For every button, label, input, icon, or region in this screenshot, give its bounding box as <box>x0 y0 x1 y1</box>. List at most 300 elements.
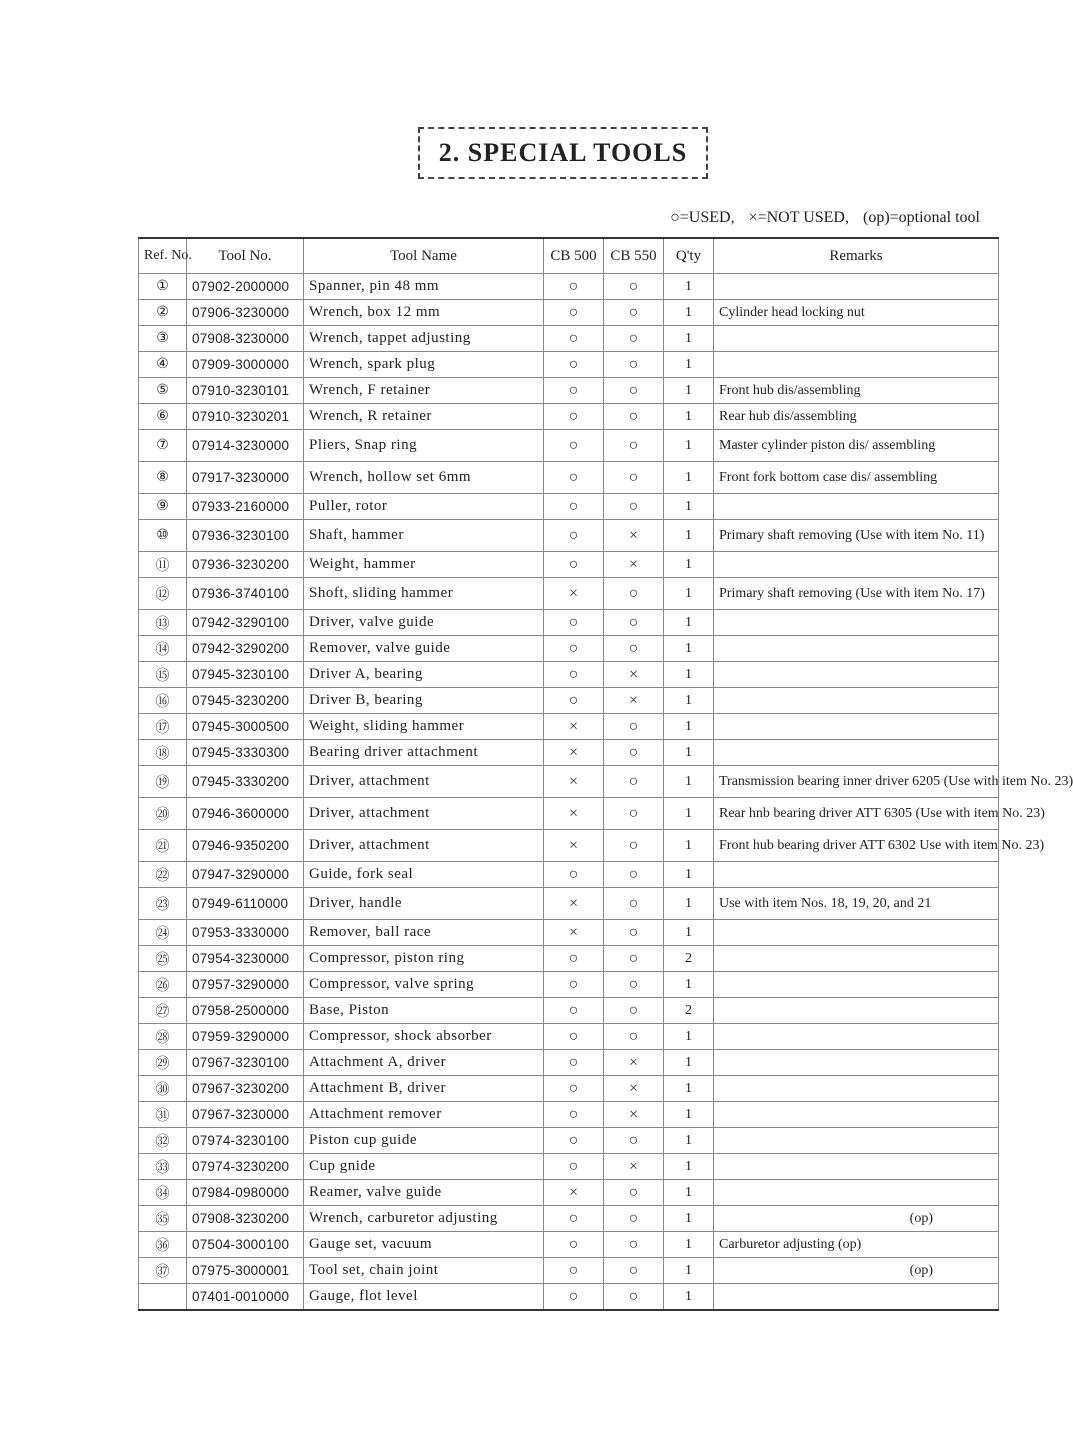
table-cell-qty: 1 <box>664 352 714 378</box>
table-cell-remarks <box>714 494 999 520</box>
table-cell-tool-name: Compressor, piston ring <box>304 946 544 972</box>
table-cell-tool-name: Attachment remover <box>304 1102 544 1128</box>
table-row <box>139 1024 999 1050</box>
table-cell-ref: ③ <box>139 326 187 352</box>
header-cb550: CB 550 <box>604 238 664 274</box>
table-cell-tool-name: Attachment A, driver <box>304 1050 544 1076</box>
table-cell-remarks <box>714 274 999 300</box>
table-cell-tool-no: 07910-3230101 <box>187 378 304 404</box>
table-cell-tool-no: 07504-3000100 <box>187 1232 304 1258</box>
table-cell-qty: 1 <box>664 714 714 740</box>
table-cell-remarks <box>714 946 999 972</box>
legend-not-used: ×=NOT USED, <box>748 209 849 226</box>
table-cell-qty: 1 <box>664 610 714 636</box>
table-cell-qty: 1 <box>664 862 714 888</box>
table-cell-tool-no: 07945-3230100 <box>187 662 304 688</box>
table-cell-cb550: ○ <box>604 300 664 326</box>
table-cell-tool-name: Attachment B, driver <box>304 1076 544 1102</box>
table-cell-ref: ① <box>139 274 187 300</box>
table-cell-cb500: ○ <box>544 1206 604 1232</box>
table-cell-cb500: × <box>544 830 604 862</box>
header-cb500: CB 500 <box>544 238 604 274</box>
table-cell-cb550: ○ <box>604 862 664 888</box>
table-cell-tool-name: Pliers, Snap ring <box>304 430 544 462</box>
table-row <box>139 352 999 378</box>
table-cell-cb500: × <box>544 888 604 920</box>
table-cell-cb500: ○ <box>544 552 604 578</box>
table-cell-cb500: ○ <box>544 1258 604 1284</box>
table-cell-qty: 1 <box>664 552 714 578</box>
table-cell-cb500: ○ <box>544 1232 604 1258</box>
table-cell-remarks <box>714 862 999 888</box>
table-cell-cb500: ○ <box>544 862 604 888</box>
table-row <box>139 520 999 552</box>
table-cell-qty: 1 <box>664 830 714 862</box>
table-cell-tool-name: Cup gnide <box>304 1154 544 1180</box>
table-cell-qty: 1 <box>664 378 714 404</box>
table-cell-tool-name: Wrench, box 12 mm <box>304 300 544 326</box>
table-cell-cb500: ○ <box>544 326 604 352</box>
table-cell-qty: 1 <box>664 300 714 326</box>
table-cell-ref: ㉙ <box>139 1050 187 1076</box>
table-cell-cb500: ○ <box>544 1076 604 1102</box>
table-cell-ref <box>139 1284 187 1311</box>
table-cell-remarks <box>714 662 999 688</box>
table-row <box>139 326 999 352</box>
table-row <box>139 610 999 636</box>
table-cell-ref: ㊱ <box>139 1232 187 1258</box>
table-cell-cb550: ○ <box>604 920 664 946</box>
table-cell-tool-name: Base, Piston <box>304 998 544 1024</box>
table-row <box>139 920 999 946</box>
table-cell-tool-no: 07946-3600000 <box>187 798 304 830</box>
table-cell-cb550: × <box>604 662 664 688</box>
table-row <box>139 1180 999 1206</box>
table-row <box>139 1284 999 1311</box>
table-cell-cb550: ○ <box>604 830 664 862</box>
table-row <box>139 946 999 972</box>
table-cell-qty: 1 <box>664 274 714 300</box>
table-cell-qty: 1 <box>664 326 714 352</box>
table-cell-ref: ⑯ <box>139 688 187 714</box>
table-cell-tool-name: Driver A, bearing <box>304 662 544 688</box>
table-cell-remarks <box>714 552 999 578</box>
table-cell-tool-name: Driver B, bearing <box>304 688 544 714</box>
table-row <box>139 494 999 520</box>
table-cell-remarks <box>714 688 999 714</box>
table-cell-cb500: ○ <box>544 520 604 552</box>
table-cell-cb500: ○ <box>544 610 604 636</box>
legend-optional: (op)=optional tool <box>862 209 980 226</box>
table-row <box>139 404 999 430</box>
table-cell-tool-no: 07954-3230000 <box>187 946 304 972</box>
table-cell-cb500: ○ <box>544 352 604 378</box>
table-cell-tool-name: Gauge, flot level <box>304 1284 544 1311</box>
table-cell-cb550: ○ <box>604 946 664 972</box>
table-cell-cb500: ○ <box>544 688 604 714</box>
table-cell-cb550: ○ <box>604 404 664 430</box>
table-cell-cb500: ○ <box>544 998 604 1024</box>
table-cell-cb550: ○ <box>604 578 664 610</box>
table-cell-tool-no: 07906-3230000 <box>187 300 304 326</box>
section-title-box <box>418 127 708 179</box>
table-cell-ref: ⑥ <box>139 404 187 430</box>
table-cell-cb550: ○ <box>604 998 664 1024</box>
table-cell-remarks: Primary shaft removing (Use with item No. 11) <box>714 520 999 552</box>
table-cell-tool-no: 07917-3230000 <box>187 462 304 494</box>
table-cell-tool-no: 07974-3230100 <box>187 1128 304 1154</box>
table-row <box>139 1128 999 1154</box>
table-cell-qty: 1 <box>664 1102 714 1128</box>
table-cell-cb500: × <box>544 1180 604 1206</box>
table-cell-qty: 1 <box>664 1050 714 1076</box>
table-cell-ref: ㉖ <box>139 972 187 998</box>
table-row <box>139 688 999 714</box>
table-cell-qty: 1 <box>664 662 714 688</box>
table-cell-tool-no: 07974-3230200 <box>187 1154 304 1180</box>
table-cell-cb550: ○ <box>604 494 664 520</box>
table-cell-cb550: ○ <box>604 1180 664 1206</box>
table-cell-cb550: ○ <box>604 430 664 462</box>
table-cell-ref: ㉘ <box>139 1024 187 1050</box>
table-cell-remarks <box>714 1102 999 1128</box>
table-cell-tool-name: Shaft, hammer <box>304 520 544 552</box>
table-cell-tool-no: 07959-3290000 <box>187 1024 304 1050</box>
table-cell-qty: 1 <box>664 636 714 662</box>
table-cell-tool-no: 07953-3330000 <box>187 920 304 946</box>
table-cell-tool-name: Wrench, R retainer <box>304 404 544 430</box>
table-cell-cb550: ○ <box>604 636 664 662</box>
table-cell-cb500: ○ <box>544 462 604 494</box>
table-cell-qty: 1 <box>664 404 714 430</box>
table-cell-ref: ㉕ <box>139 946 187 972</box>
table-cell-tool-no: 07984-0980000 <box>187 1180 304 1206</box>
table-cell-cb500: ○ <box>544 404 604 430</box>
table-cell-qty: 2 <box>664 998 714 1024</box>
table-cell-cb550: ○ <box>604 1232 664 1258</box>
table-row <box>139 378 999 404</box>
table-cell-cb550: ○ <box>604 610 664 636</box>
table-cell-cb550: × <box>604 1154 664 1180</box>
table-cell-tool-no: 07933-2160000 <box>187 494 304 520</box>
header-ref-no: Ref. No. <box>139 238 187 274</box>
special-tools-table <box>138 237 1073 1311</box>
table-cell-tool-name: Puller, rotor <box>304 494 544 520</box>
table-row <box>139 862 999 888</box>
table-cell-cb500: × <box>544 714 604 740</box>
table-cell-cb550: ○ <box>604 740 664 766</box>
table-cell-tool-no: 07909-3000000 <box>187 352 304 378</box>
table-cell-cb500: ○ <box>544 430 604 462</box>
table-cell-remarks: Cylinder head locking nut <box>714 300 999 326</box>
table-cell-qty: 1 <box>664 1258 714 1284</box>
table-cell-cb500: × <box>544 798 604 830</box>
header-tool-no: Tool No. <box>187 238 304 274</box>
table-cell-cb500: ○ <box>544 378 604 404</box>
table-cell-tool-name: Gauge set, vacuum <box>304 1232 544 1258</box>
table-cell-qty: 1 <box>664 688 714 714</box>
table-cell-ref: ㉝ <box>139 1154 187 1180</box>
table-row <box>139 578 999 610</box>
table-cell-tool-name: Driver, handle <box>304 888 544 920</box>
table-row <box>139 462 999 494</box>
table-cell-ref: ⑤ <box>139 378 187 404</box>
table-cell-tool-no: 07914-3230000 <box>187 430 304 462</box>
table-cell-remarks <box>714 920 999 946</box>
table-cell-remarks <box>714 1050 999 1076</box>
table-cell-qty: 1 <box>664 972 714 998</box>
table-cell-cb550: × <box>604 520 664 552</box>
table-cell-tool-name: Wrench, hollow set 6mm <box>304 462 544 494</box>
table-cell-cb500: ○ <box>544 1024 604 1050</box>
table-cell-tool-name: Weight, hammer <box>304 552 544 578</box>
table-row <box>139 714 999 740</box>
table-cell-qty: 1 <box>664 462 714 494</box>
table-cell-cb550: × <box>604 552 664 578</box>
table-cell-qty: 1 <box>664 520 714 552</box>
table-cell-qty: 1 <box>664 1154 714 1180</box>
table-cell-tool-name: Wrench, spark plug <box>304 352 544 378</box>
header-qty: Q'ty <box>664 238 714 274</box>
table-cell-remarks <box>714 610 999 636</box>
table-cell-tool-no: 07958-2500000 <box>187 998 304 1024</box>
table-cell-ref: ⑨ <box>139 494 187 520</box>
table-cell-tool-name: Piston cup guide <box>304 1128 544 1154</box>
table-cell-tool-no: 07936-3740100 <box>187 578 304 610</box>
table-cell-ref: ④ <box>139 352 187 378</box>
table-cell-cb550: ○ <box>604 1206 664 1232</box>
table-cell-remarks: Front fork bottom case dis/ assembling <box>714 462 999 494</box>
table-cell-remarks: Rear hnb bearing driver ATT 6305 (Use with item No. 23) <box>714 798 999 830</box>
table-cell-qty: 1 <box>664 1206 714 1232</box>
table-cell-qty: 1 <box>664 1024 714 1050</box>
table-row <box>139 798 999 830</box>
table-cell-remarks: Carburetor adjusting (op) <box>714 1232 999 1258</box>
table-cell-tool-no: 07902-2000000 <box>187 274 304 300</box>
table-row <box>139 972 999 998</box>
header-tool-name: Tool Name <box>304 238 544 274</box>
table-cell-ref: ㉜ <box>139 1128 187 1154</box>
table-cell-qty: 1 <box>664 1232 714 1258</box>
table-row <box>139 830 999 862</box>
table-row <box>139 1206 999 1232</box>
table-cell-ref: ⑩ <box>139 520 187 552</box>
table-cell-tool-name: Spanner, pin 48 mm <box>304 274 544 300</box>
table-cell-ref: ㉛ <box>139 1102 187 1128</box>
table-cell-ref: ⑪ <box>139 552 187 578</box>
table-row <box>139 636 999 662</box>
table-cell-ref: ⑫ <box>139 578 187 610</box>
table-cell-tool-name: Shoft, sliding hammer <box>304 578 544 610</box>
table-row <box>139 662 999 688</box>
table-cell-remarks: Primary shaft removing (Use with item No. 17) <box>714 578 999 610</box>
table-cell-tool-name: Driver, attachment <box>304 766 544 798</box>
table-cell-qty: 1 <box>664 494 714 520</box>
table-cell-cb500: ○ <box>544 972 604 998</box>
table-cell-remarks <box>714 972 999 998</box>
table-cell-remarks <box>714 636 999 662</box>
table-cell-tool-name: Remover, valve guide <box>304 636 544 662</box>
table-cell-ref: ㉓ <box>139 888 187 920</box>
table-row <box>139 552 999 578</box>
table-row <box>139 766 999 798</box>
table-cell-cb550: ○ <box>604 798 664 830</box>
table-cell-cb500: × <box>544 920 604 946</box>
table-cell-ref: ㉗ <box>139 998 187 1024</box>
table-cell-ref: ⑭ <box>139 636 187 662</box>
table-cell-cb550: ○ <box>604 714 664 740</box>
table-row <box>139 430 999 462</box>
table-cell-tool-name: Driver, attachment <box>304 830 544 862</box>
table-cell-ref: ㉚ <box>139 1076 187 1102</box>
table-cell-cb550: ○ <box>604 462 664 494</box>
table-cell-remarks: Front hub dis/assembling <box>714 378 999 404</box>
table-cell-ref: ㊲ <box>139 1258 187 1284</box>
table-cell-tool-no: 07945-3330300 <box>187 740 304 766</box>
table-cell-cb500: ○ <box>544 1154 604 1180</box>
table-cell-qty: 2 <box>664 946 714 972</box>
table-cell-remarks <box>714 1024 999 1050</box>
table-cell-cb550: × <box>604 1050 664 1076</box>
table-cell-tool-name: Compressor, valve spring <box>304 972 544 998</box>
table-cell-tool-no: 07936-3230200 <box>187 552 304 578</box>
table-row <box>139 1050 999 1076</box>
table-cell-cb500: × <box>544 766 604 798</box>
table-cell-cb500: ○ <box>544 274 604 300</box>
table-row <box>139 888 999 920</box>
table-cell-remarks <box>714 1128 999 1154</box>
table-cell-qty: 1 <box>664 1076 714 1102</box>
table-cell-remarks <box>714 1076 999 1102</box>
table-cell-qty: 1 <box>664 740 714 766</box>
table-cell-cb550: ○ <box>604 1024 664 1050</box>
table-row <box>139 1258 999 1284</box>
table-cell-cb550: ○ <box>604 326 664 352</box>
table-cell-remarks <box>714 1180 999 1206</box>
table-cell-tool-name: Driver, attachment <box>304 798 544 830</box>
table-row <box>139 274 999 300</box>
table-cell-remarks: (op) <box>714 1206 999 1232</box>
table-cell-tool-no: 07942-3290200 <box>187 636 304 662</box>
table-cell-ref: ⑱ <box>139 740 187 766</box>
table-cell-tool-no: 07949-6110000 <box>187 888 304 920</box>
table-cell-ref: ⑮ <box>139 662 187 688</box>
table-cell-cb550: × <box>604 1076 664 1102</box>
table-cell-tool-name: Weight, sliding hammer <box>304 714 544 740</box>
legend-used: ○=USED, <box>670 209 735 226</box>
table-cell-cb550: ○ <box>604 1258 664 1284</box>
table-header-row <box>139 238 999 274</box>
table-cell-tool-name: Driver, valve guide <box>304 610 544 636</box>
table-cell-remarks <box>714 1154 999 1180</box>
table-cell-cb500: ○ <box>544 1050 604 1076</box>
table-cell-cb550: × <box>604 688 664 714</box>
table-cell-tool-name: Compressor, shock absorber <box>304 1024 544 1050</box>
table-cell-cb550: ○ <box>604 972 664 998</box>
table-row <box>139 740 999 766</box>
table-cell-remarks: Rear hub dis/assembling <box>714 404 999 430</box>
table-cell-remarks <box>714 998 999 1024</box>
table-cell-remarks <box>714 740 999 766</box>
table-cell-tool-no: 07947-3290000 <box>187 862 304 888</box>
table-cell-cb550: ○ <box>604 1128 664 1154</box>
table-row <box>139 998 999 1024</box>
table-cell-tool-no: 07908-3230000 <box>187 326 304 352</box>
table-cell-tool-name: Reamer, valve guide <box>304 1180 544 1206</box>
table-row <box>139 1076 999 1102</box>
table-cell-tool-no: 07967-3230100 <box>187 1050 304 1076</box>
table-cell-cb550: ○ <box>604 888 664 920</box>
table-cell-remarks <box>714 326 999 352</box>
table-cell-tool-no: 07942-3290100 <box>187 610 304 636</box>
table-cell-tool-no: 07945-3000500 <box>187 714 304 740</box>
table-cell-remarks: (op) <box>714 1258 999 1284</box>
table-cell-ref: ⑳ <box>139 798 187 830</box>
table-body <box>139 274 1073 1311</box>
table-cell-tool-name: Guide, fork seal <box>304 862 544 888</box>
table-cell-tool-no: 07936-3230100 <box>187 520 304 552</box>
legend <box>660 209 980 227</box>
table-cell-tool-no: 07945-3230200 <box>187 688 304 714</box>
table-cell-tool-no: 07945-3330200 <box>187 766 304 798</box>
table-cell-cb500: ○ <box>544 636 604 662</box>
table-cell-tool-name: Remover, ball race <box>304 920 544 946</box>
table-cell-tool-name: Wrench, tappet adjusting <box>304 326 544 352</box>
table-cell-tool-no: 07967-3230000 <box>187 1102 304 1128</box>
table-cell-ref: ㉒ <box>139 862 187 888</box>
table-cell-cb500: ○ <box>544 946 604 972</box>
table-cell-remarks <box>714 714 999 740</box>
table-cell-qty: 1 <box>664 1284 714 1311</box>
table-cell-ref: ⑬ <box>139 610 187 636</box>
table-cell-cb500: ○ <box>544 1128 604 1154</box>
table-row <box>139 300 999 326</box>
table-cell-tool-no: 07401-0010000 <box>187 1284 304 1311</box>
table-cell-ref: ㉔ <box>139 920 187 946</box>
table-cell-remarks <box>714 352 999 378</box>
table-cell-cb550: ○ <box>604 1284 664 1311</box>
table-cell-qty: 1 <box>664 888 714 920</box>
table-row <box>139 1232 999 1258</box>
table-row <box>139 1154 999 1180</box>
table-cell-qty: 1 <box>664 766 714 798</box>
table-cell-tool-no: 07975-3000001 <box>187 1258 304 1284</box>
table-cell-tool-name: Bearing driver attachment <box>304 740 544 766</box>
table-cell-cb500: ○ <box>544 300 604 326</box>
table-cell-tool-name: Wrench, carburetor adjusting <box>304 1206 544 1232</box>
table-cell-remarks: Master cylinder piston dis/ assembling <box>714 430 999 462</box>
table-cell-cb550: ○ <box>604 378 664 404</box>
table-cell-cb550: ○ <box>604 766 664 798</box>
table-cell-ref: ⑲ <box>139 766 187 798</box>
table-cell-qty: 1 <box>664 920 714 946</box>
table-cell-ref: ⑦ <box>139 430 187 462</box>
table-cell-remarks <box>714 1284 999 1311</box>
table-cell-qty: 1 <box>664 430 714 462</box>
table-cell-tool-no: 07946-9350200 <box>187 830 304 862</box>
table-cell-ref: ② <box>139 300 187 326</box>
table-row <box>139 1102 999 1128</box>
table-cell-cb550: ○ <box>604 352 664 378</box>
header-remarks: Remarks <box>714 238 999 274</box>
table-cell-qty: 1 <box>664 578 714 610</box>
table-cell-cb550: ○ <box>604 274 664 300</box>
table-cell-ref: ⑧ <box>139 462 187 494</box>
table-cell-tool-name: Wrench, F retainer <box>304 378 544 404</box>
table-cell-tool-no: 07910-3230201 <box>187 404 304 430</box>
table-cell-remarks: Front hub bearing driver ATT 6302 Use with item No. 23) <box>714 830 999 862</box>
table-cell-cb500: × <box>544 740 604 766</box>
